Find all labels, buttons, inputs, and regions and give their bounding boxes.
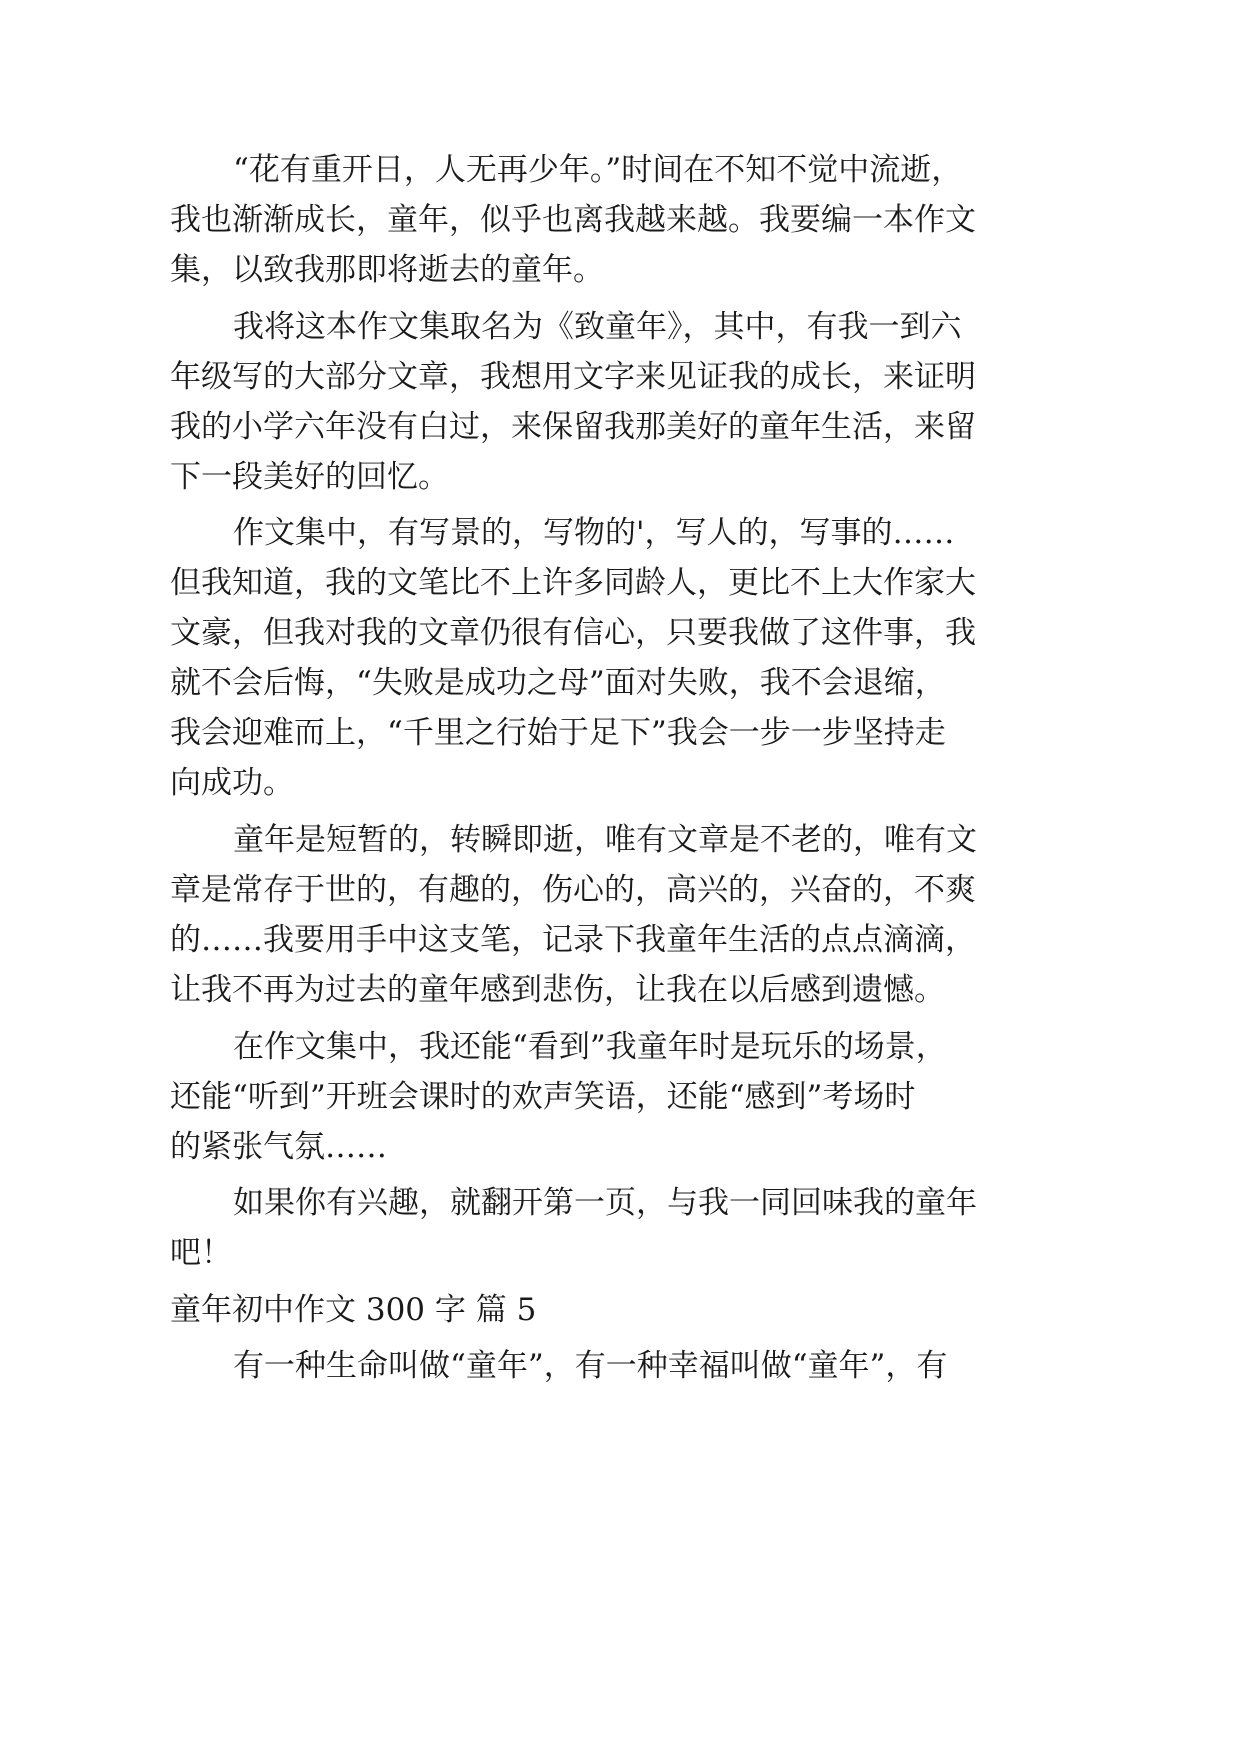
paragraph-2-line-3: 我的小学六年没有白过，来保留我那美好的童年生活，来留 xyxy=(170,409,976,445)
paragraph-7-line-1: 有一种生命叫做“童年”，有一种幸福叫做“童年”，有 xyxy=(233,1348,948,1384)
paragraph-2-line-1: 我将这本作文集取名为《致童年》，其中，有我一到六 xyxy=(233,309,962,345)
paragraph-4-line-4: 让我不再为过去的童年感到悲伤，让我在以后感到遗憾。 xyxy=(170,972,945,1008)
paragraph-2-line-2: 年级写的大部分文章，我想用文字来见证我的成长，来证明 xyxy=(170,359,976,395)
paragraph-6-line-2: 吧！ xyxy=(170,1235,232,1271)
paragraph-3-line-6: 向成功。 xyxy=(170,765,294,801)
paragraph-1-line-3: 集，以致我那即将逝去的童年。 xyxy=(170,252,604,288)
paragraph-2-line-4: 下一段美好的回忆。 xyxy=(170,459,449,495)
paragraph-6-line-1: 如果你有兴趣，就翻开第一页，与我一同回味我的童年 xyxy=(233,1185,977,1221)
paragraph-3-line-5: 我会迎难而上，“千里之行始于足下”我会一步一步坚持走 xyxy=(170,715,946,751)
paragraph-3-line-2: 但我知道，我的文笔比不上许多同龄人，更比不上大作家大 xyxy=(170,565,976,601)
paragraph-3-line-3: 文豪，但我对我的文章仍很有信心，只要我做了这件事，我 xyxy=(170,615,976,651)
paragraph-4-line-3: 的……我要用手中这支笔，记录下我童年生活的点点滴滴， xyxy=(170,922,976,958)
paragraph-4-line-1: 童年是短暂的，转瞬即逝，唯有文章是不老的，唯有文 xyxy=(233,822,977,858)
paragraph-5-line-3: 的紧张气氛…… xyxy=(170,1129,387,1165)
paragraph-1-line-1: “花有重开日，人无再少年。”时间在不知不觉中流逝， xyxy=(233,152,963,188)
paragraph-3-line-1: 作文集中，有写景的，写物的'，写人的，写事的…… xyxy=(233,515,955,551)
paragraph-3-line-4: 就不会后悔，“失败是成功之母”面对失败，我不会退缩， xyxy=(170,665,946,701)
section-heading: 童年初中作文 300 字 篇 5 xyxy=(170,1292,537,1328)
paragraph-5-line-1: 在作文集中，我还能“看到”我童年时是玩乐的场景， xyxy=(233,1029,947,1065)
paragraph-1-line-2: 我也渐渐成长，童年，似乎也离我越来越。我要编一本作文 xyxy=(170,202,976,238)
paragraph-4-line-2: 章是常存于世的，有趣的，伤心的，高兴的，兴奋的，不爽 xyxy=(170,872,976,908)
paragraph-5-line-2: 还能“听到”开班会课时的欢声笑语，还能“感到”考场时 xyxy=(170,1079,916,1115)
